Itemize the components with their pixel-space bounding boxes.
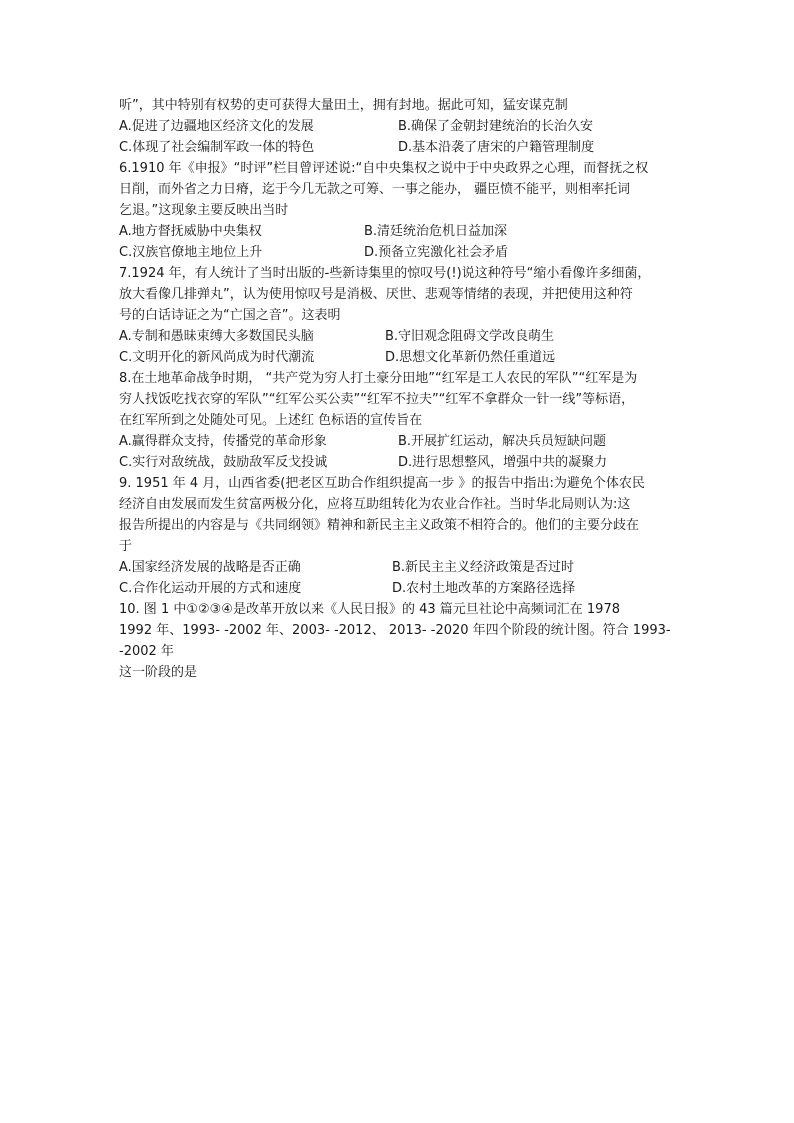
q6-option-d: D.预备立宪激化社会矛盾: [364, 245, 509, 260]
q8-stem-line-3: 在红军所到之处随处可见。上述红 色标语的宣传旨在: [119, 413, 423, 428]
q6-stem-line-1: 6.1910 年《申报》“时评”栏目曾评述说:“自中央集权之说中于中央政界之心理，而督抚之权: [119, 161, 649, 176]
q5-option-d: D.基本沿袭了唐宋的户籍管理制度: [398, 140, 595, 155]
q8-stem-line-1: 8.在土地革命战争时期， “共产党为穷人打土豪分田地”“红军是工人农民的军队”“红军是为: [119, 371, 638, 386]
q9-option-d: D.农村土地改革的方案路径选择: [392, 581, 576, 596]
q5-stem-tail: 听”，其中特别有权势的吏可获得大量田土，拥有封地。据此可知，猛安谋克制: [119, 98, 568, 113]
q8-option-a: A.赢得群众支持，传播党的革命形象: [119, 434, 327, 449]
q7-option-d: D.思想文化革新仍然任重道远: [385, 350, 556, 365]
q10-stem-line-1: 10. 图 1 中①②③④是改革开放以来《人民日报》的 43 篇元旦社论中高频词汇在 1978: [119, 602, 620, 617]
q8-option-d: D.进行思想整风，增强中共的凝聚力: [398, 455, 608, 470]
q6-option-a: A.地方督抚威胁中央集权: [119, 224, 262, 239]
q9-option-c: C.合作化运动开展的方式和速度: [119, 581, 302, 596]
q5-option-c: C.体现了社会编制军政一体的特色: [119, 140, 315, 155]
q6-stem-line-3: 乞退。”这现象主要反映出当时: [119, 203, 289, 218]
q7-stem-line-2: 放大看像几排弹丸”，认为使用惊叹号是消极、厌世、悲观等情绪的表现，并把使用这种符: [119, 287, 633, 302]
q6-option-c: C.汉族官僚地主地位上升: [119, 245, 263, 260]
q8-stem-line-2: 穷人找饭吃找衣穿的军队”“红军公买公卖”“红军不拉夫”“红军不拿群众一针一线”等标语，: [119, 392, 635, 407]
q9-stem-line-1: 9. 1951 年 4 月，山西省委(把老区互助合作组织提高一步 》的报告中指出:为避免个体农民: [119, 476, 645, 491]
q9-option-b: B.新民主主义经济政策是否过时: [392, 560, 575, 575]
q7-option-c: C.文明开化的新风尚成为时代潮流: [119, 350, 315, 365]
q7-stem-line-3: 号的白话诗证之为“亡国之音”。这表明: [119, 308, 341, 323]
q7-option-b: B.守旧观念阻碍文学改良萌生: [385, 329, 555, 344]
q8-option-b: B.开展扩红运动，解决兵员短缺问题: [398, 434, 607, 449]
q6-option-b: B.清廷统治危机日益加深: [364, 224, 508, 239]
q9-stem-line-3: 报告所提出的内容是与《共同纲领》精神和新民主主义政策不相符合的。他们的主要分歧在: [119, 518, 640, 533]
q9-stem-line-4: 于: [119, 539, 133, 554]
q6-stem-line-2: 日削，而外省之力日瘠，迄于今几无款之可筹、一事之能办， 疆臣愤不能平，则相率托词: [119, 182, 631, 197]
q10-stem-line-2: 1992 年、1993- -2002 年、2003- -2012、 2013- -2020 年四个阶段的统计图。符合 1993-: [119, 623, 671, 638]
q7-option-a: A.专制和愚昧束缚大多数国民头脑: [119, 329, 314, 344]
q9-option-a: A.国家经济发展的战略是否正确: [119, 560, 301, 575]
q5-option-b: B.确保了金朝封建统治的长治久安: [398, 119, 594, 134]
q10-stem-line-3: -2002 年: [119, 644, 174, 659]
q9-stem-line-2: 经济自由发展而发生贫富两极分化，应将互助组转化为农业合作社。当时华北局则认为:这: [119, 497, 631, 512]
q8-option-c: C.实行对敌统战，鼓励敌军反戈投诚: [119, 455, 328, 470]
q7-stem-line-1: 7.1924 年，有人统计了当时出版的-些新诗集里的惊叹号(!)说这种符号“缩小看像许多细菌，: [119, 266, 651, 281]
q5-option-a: A.促进了边疆地区经济文化的发展: [119, 119, 314, 134]
q10-stem-line-4: 这一阶段的是: [119, 665, 198, 680]
